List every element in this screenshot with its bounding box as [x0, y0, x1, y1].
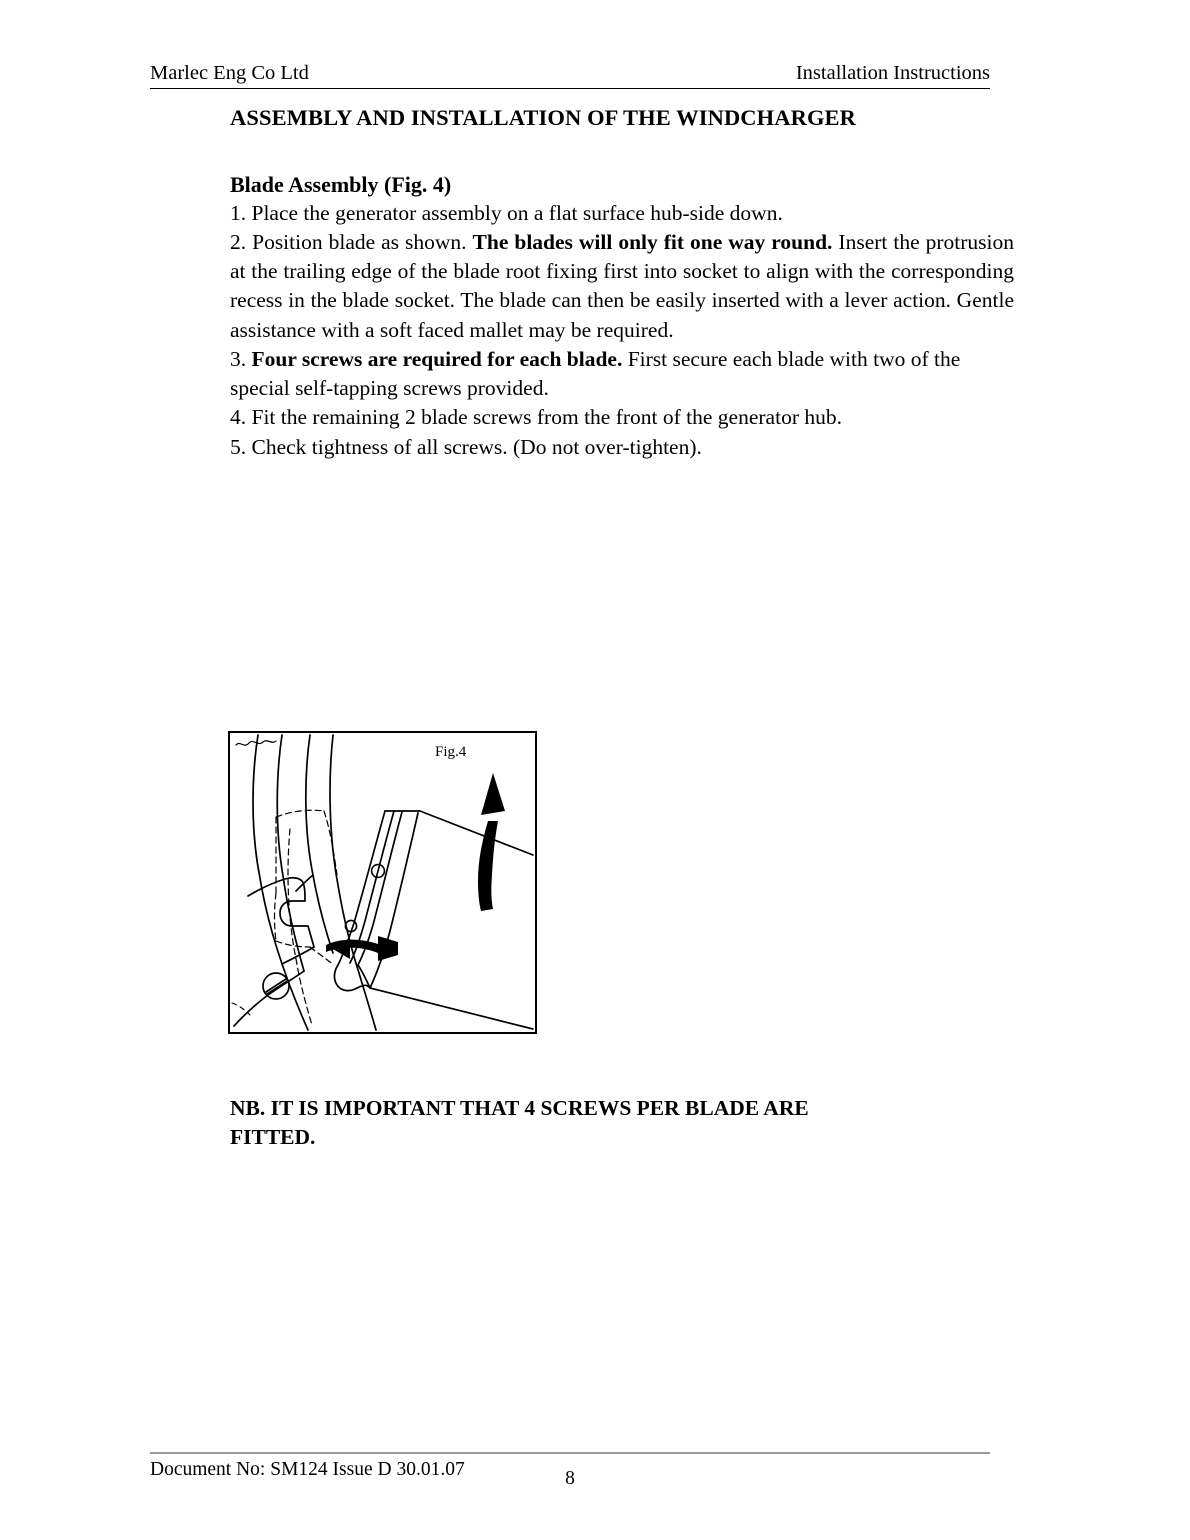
step-2-paragraph [230, 228, 1014, 345]
important-note [230, 1094, 1014, 1152]
figure-caption: Fig.4 [435, 744, 467, 760]
step-1-paragraph: 1. Place the generator assembly on a flat surface hub-side down. [230, 200, 783, 225]
lift-arrow-head [481, 773, 505, 815]
step-3-number: 3. [230, 346, 252, 371]
step-4-paragraph: 4. Fit the remaining 2 blade screws from the front of the generator hub. [230, 405, 842, 430]
page-footer [150, 1452, 990, 1488]
hub-arc-3 [306, 735, 333, 953]
step-3-emphasis: Four screws are required for each blade. [251, 346, 623, 371]
hidden-line-recess-left [275, 893, 277, 941]
blade-lower-surface [370, 988, 533, 1029]
figure-4-border [228, 731, 537, 1034]
page-title: ASSEMBLY AND INSTALLATION OF THE WINDCHARGER [230, 105, 856, 130]
important-note-line-2: FITTED. [230, 1125, 316, 1150]
insertion-arrow-shaft [378, 936, 398, 961]
hub-socket-lower-edge [234, 971, 304, 1026]
footer-page-number: 8 [565, 1468, 575, 1489]
step-2-text-lead: 2. Position blade as shown. [230, 229, 473, 254]
figure-4-container [228, 731, 537, 1034]
screw-slot-line-2 [267, 981, 287, 994]
hidden-line-top [276, 810, 324, 817]
step-2-text-rest: Insert the protrusion at the trailing edge of the blade root fixing first into socket to align with the corresponding recess in the blade socket. The blade can then be easily inserted with a lever action. Gentle assistance with a soft faced mallet may be required. [230, 229, 1014, 342]
blade-upper-surface [420, 811, 533, 855]
header-company-name: Marlec Eng Co Ltd [150, 62, 309, 84]
page-header [150, 62, 990, 89]
section-heading-blade-assembly: Blade Assembly (Fig. 4) [230, 172, 452, 198]
step-3-text-rest: First secure each blade with two of the special self-tapping screws provided. [230, 346, 961, 401]
important-note-line-1: NB. IT IS IMPORTANT THAT 4 SCREWS PER BLADE ARE [230, 1096, 809, 1120]
document-body [230, 104, 1014, 462]
step-3-paragraph [230, 345, 1014, 403]
socket-recess-profile [248, 878, 314, 947]
header-document-type: Installation Instructions [795, 62, 990, 84]
footer-document-number: Document No: SM124 Issue D 30.01.07 [150, 1459, 465, 1480]
blade-insertion-diagram [230, 733, 535, 1032]
step-2-emphasis: The blades will only fit one way round. [472, 229, 833, 254]
step-5-paragraph: 5. Check tightness of all screws. (Do not over-tighten). [230, 434, 702, 459]
hub-hidden-lines [275, 810, 338, 1025]
hub-arc-2 [277, 735, 304, 971]
